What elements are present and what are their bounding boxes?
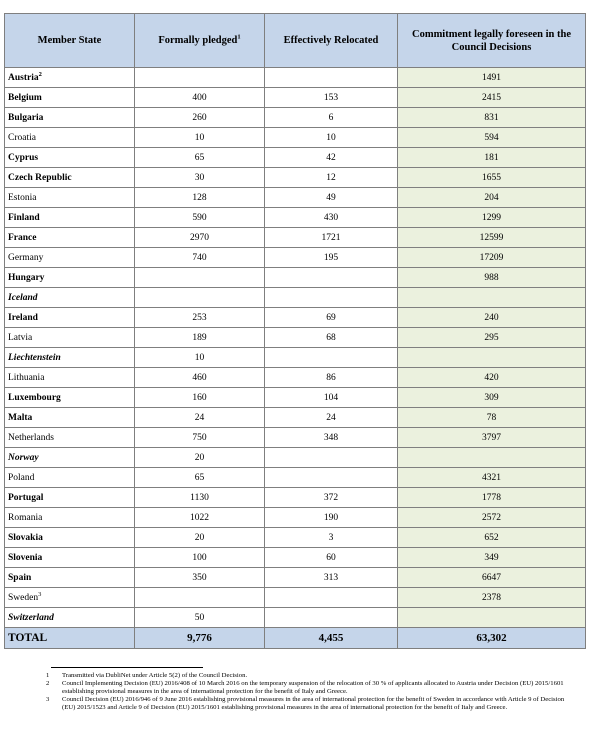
footnote-ref: 2 [38, 70, 42, 78]
member-state-name: Ireland [8, 312, 38, 323]
footnote-text: Council Implementing Decision (EU) 2016/408 of 10 March 2016 on the temporary suspension of the relocation of 30 % of applicants allocated to Austria under Decision (EU) 2015/1601 establishing provisional measures in the area of international protection for the benefit of Italy and Greece. [62, 680, 564, 695]
member-state-name: Bulgaria [8, 112, 44, 123]
total-label: TOTAL [5, 628, 135, 649]
member-state-cell [5, 428, 135, 448]
member-state-cell [5, 128, 135, 148]
commitment-cell: 6647 [398, 568, 586, 588]
member-state-cell [5, 468, 135, 488]
member-state-name: Switzerland [8, 612, 54, 623]
relocated-cell: 60 [265, 548, 398, 568]
table-row [5, 428, 586, 448]
pledged-cell: 10 [135, 348, 265, 368]
relocated-cell: 68 [265, 328, 398, 348]
member-state-cell [5, 608, 135, 628]
table-row [5, 488, 586, 508]
table-row [5, 228, 586, 248]
relocated-cell [265, 588, 398, 608]
total-relocated: 4,455 [265, 628, 398, 649]
commitment-cell: 652 [398, 528, 586, 548]
total-pledged: 9,776 [135, 628, 265, 649]
member-state-name: Slovakia [8, 532, 43, 543]
pledged-cell: 24 [135, 408, 265, 428]
member-state-cell [5, 308, 135, 328]
member-state-name: Latvia [8, 332, 33, 343]
relocated-cell [265, 68, 398, 88]
table-row [5, 128, 586, 148]
relocated-cell [265, 288, 398, 308]
member-state-cell [5, 408, 135, 428]
member-state-name: Czech Republic [8, 172, 72, 183]
footnote-ref: 1 [237, 33, 241, 41]
commitment-cell: 181 [398, 148, 586, 168]
relocated-cell [265, 468, 398, 488]
pledged-cell: 20 [135, 448, 265, 468]
commitment-cell [398, 348, 586, 368]
commitment-cell: 988 [398, 268, 586, 288]
member-state-name: Lithuania [8, 372, 45, 383]
commitment-cell: 1491 [398, 68, 586, 88]
footnotes [40, 672, 576, 712]
relocated-cell [265, 608, 398, 628]
member-state-cell [5, 188, 135, 208]
header-commitment: Commitment legally foreseen in the Council Decisions [398, 14, 586, 68]
relocated-cell: 104 [265, 388, 398, 408]
pledged-cell: 750 [135, 428, 265, 448]
total-row [5, 628, 586, 649]
pledged-cell [135, 68, 265, 88]
member-state-cell [5, 268, 135, 288]
member-state-cell [5, 208, 135, 228]
table-row [5, 448, 586, 468]
table-row [5, 348, 586, 368]
relocated-cell: 190 [265, 508, 398, 528]
pledged-cell: 50 [135, 608, 265, 628]
commitment-cell: 295 [398, 328, 586, 348]
member-state-cell [5, 448, 135, 468]
member-state-name: Portugal [8, 492, 44, 503]
table-row [5, 408, 586, 428]
commitment-cell: 349 [398, 548, 586, 568]
member-state-cell [5, 348, 135, 368]
commitment-cell: 17209 [398, 248, 586, 268]
footnote-divider [51, 667, 203, 668]
pledged-cell: 460 [135, 368, 265, 388]
member-state-name: Iceland [8, 292, 38, 303]
pledged-cell: 590 [135, 208, 265, 228]
member-state-cell [5, 488, 135, 508]
member-state-cell [5, 568, 135, 588]
header-row [5, 14, 586, 68]
relocated-cell: 372 [265, 488, 398, 508]
pledged-cell: 20 [135, 528, 265, 548]
commitment-cell: 2378 [398, 588, 586, 608]
member-state-name: France [8, 232, 37, 243]
commitment-cell: 2572 [398, 508, 586, 528]
pledged-cell: 1022 [135, 508, 265, 528]
commitment-cell [398, 288, 586, 308]
pledged-cell: 65 [135, 148, 265, 168]
member-state-cell [5, 548, 135, 568]
relocated-cell: 69 [265, 308, 398, 328]
header-member-state: Member State [5, 14, 135, 68]
member-state-cell [5, 508, 135, 528]
pledged-cell [135, 588, 265, 608]
table-row [5, 588, 586, 608]
footnote-text: Council Decision (EU) 2016/946 of 9 June 2016 establishing provisional measures in the area of international protection for the benefit of Sweden in accordance with Article 9 of Decision (EU) 2015/1523 and Article 9 of Decision (EU) 2015/1601 establishing provisional measures in the area of international protection for the benefit of Italy and Greece. [62, 696, 565, 711]
table-row [5, 468, 586, 488]
table-row [5, 328, 586, 348]
table-row [5, 608, 586, 628]
commitment-cell: 309 [398, 388, 586, 408]
relocated-cell: 6 [265, 108, 398, 128]
commitment-cell [398, 448, 586, 468]
table-row [5, 288, 586, 308]
commitment-cell: 831 [398, 108, 586, 128]
commitment-cell: 594 [398, 128, 586, 148]
pledged-cell: 128 [135, 188, 265, 208]
member-state-cell [5, 388, 135, 408]
table-row [5, 308, 586, 328]
member-state-name: Malta [8, 412, 33, 423]
member-state-cell [5, 228, 135, 248]
footnote-mark: 3 [46, 696, 50, 703]
member-state-cell [5, 288, 135, 308]
member-state-cell [5, 528, 135, 548]
footnote-2 [40, 680, 576, 696]
pledged-cell: 10 [135, 128, 265, 148]
table-row [5, 68, 586, 88]
commitment-cell: 240 [398, 308, 586, 328]
member-state-cell [5, 68, 135, 88]
member-state-name: Belgium [8, 92, 42, 103]
pledged-cell: 30 [135, 168, 265, 188]
commitment-cell: 4321 [398, 468, 586, 488]
footnote-mark: 2 [46, 680, 50, 687]
pledged-cell: 350 [135, 568, 265, 588]
table-row [5, 188, 586, 208]
pledged-cell: 160 [135, 388, 265, 408]
relocated-cell: 49 [265, 188, 398, 208]
member-state-name: Norway [8, 452, 39, 463]
member-state-cell [5, 588, 135, 608]
pledged-cell: 253 [135, 308, 265, 328]
relocated-cell: 313 [265, 568, 398, 588]
table-row [5, 528, 586, 548]
pledged-cell: 189 [135, 328, 265, 348]
relocated-cell: 1721 [265, 228, 398, 248]
commitment-cell: 204 [398, 188, 586, 208]
table-row [5, 568, 586, 588]
footnote-text: Transmitted via DubliNet under Article 5(2) of the Council Decision. [62, 672, 248, 679]
table-row [5, 388, 586, 408]
footnote-mark: 1 [46, 672, 50, 679]
commitment-cell: 1299 [398, 208, 586, 228]
pledged-cell: 740 [135, 248, 265, 268]
commitment-cell: 1778 [398, 488, 586, 508]
table-row [5, 208, 586, 228]
table-row [5, 368, 586, 388]
total-commitment: 63,302 [398, 628, 586, 649]
pledged-cell: 1130 [135, 488, 265, 508]
member-state-name: Germany [8, 252, 44, 263]
commitment-cell: 12599 [398, 228, 586, 248]
pledged-cell: 2970 [135, 228, 265, 248]
table-row [5, 168, 586, 188]
pledged-cell: 260 [135, 108, 265, 128]
member-state-name: Sweden [8, 592, 39, 603]
relocated-cell [265, 268, 398, 288]
table-row [5, 148, 586, 168]
pledged-cell: 100 [135, 548, 265, 568]
member-state-cell [5, 148, 135, 168]
relocation-table [4, 13, 586, 649]
relocated-cell: 86 [265, 368, 398, 388]
member-state-cell [5, 108, 135, 128]
header-effectively-relocated: Effectively Relocated [265, 14, 398, 68]
relocated-cell [265, 448, 398, 468]
pledged-cell: 400 [135, 88, 265, 108]
member-state-name: Finland [8, 212, 40, 223]
member-state-name: Spain [8, 572, 32, 583]
relocated-cell: 24 [265, 408, 398, 428]
relocated-cell: 348 [265, 428, 398, 448]
relocated-cell: 12 [265, 168, 398, 188]
table-row [5, 268, 586, 288]
relocated-cell [265, 348, 398, 368]
commitment-cell: 78 [398, 408, 586, 428]
relocated-cell: 3 [265, 528, 398, 548]
member-state-cell [5, 328, 135, 348]
member-state-name: Croatia [8, 132, 36, 143]
footnote-ref: 3 [38, 590, 42, 598]
member-state-name: Hungary [8, 272, 45, 283]
member-state-name: Slovenia [8, 552, 43, 563]
relocated-cell: 195 [265, 248, 398, 268]
footnote-1 [40, 672, 576, 680]
member-state-name: Poland [8, 472, 35, 483]
member-state-cell [5, 88, 135, 108]
member-state-name: Netherlands [8, 432, 54, 443]
member-state-cell [5, 248, 135, 268]
pledged-cell [135, 288, 265, 308]
member-state-name: Liechtenstein [8, 352, 61, 363]
commitment-cell: 3797 [398, 428, 586, 448]
commitment-cell: 1655 [398, 168, 586, 188]
commitment-cell: 2415 [398, 88, 586, 108]
table-row [5, 108, 586, 128]
member-state-name: Luxembourg [8, 392, 61, 403]
footnote-3 [40, 696, 576, 712]
header-formally-pledged: Formally pledged$^1$ [135, 14, 265, 68]
member-state-name: Estonia [8, 192, 37, 203]
member-state-name: Romania [8, 512, 43, 523]
table-row [5, 548, 586, 568]
relocated-cell: 10 [265, 128, 398, 148]
member-state-cell [5, 368, 135, 388]
table-row [5, 508, 586, 528]
table-row [5, 88, 586, 108]
member-state-cell [5, 168, 135, 188]
pledged-cell: 65 [135, 468, 265, 488]
relocated-cell: 153 [265, 88, 398, 108]
commitment-cell [398, 608, 586, 628]
table-body [5, 68, 586, 628]
member-state-name: Austria [8, 72, 39, 83]
commitment-cell: 420 [398, 368, 586, 388]
relocated-cell: 430 [265, 208, 398, 228]
pledged-cell [135, 268, 265, 288]
relocated-cell: 42 [265, 148, 398, 168]
table-row [5, 248, 586, 268]
member-state-name: Cyprus [8, 152, 39, 163]
